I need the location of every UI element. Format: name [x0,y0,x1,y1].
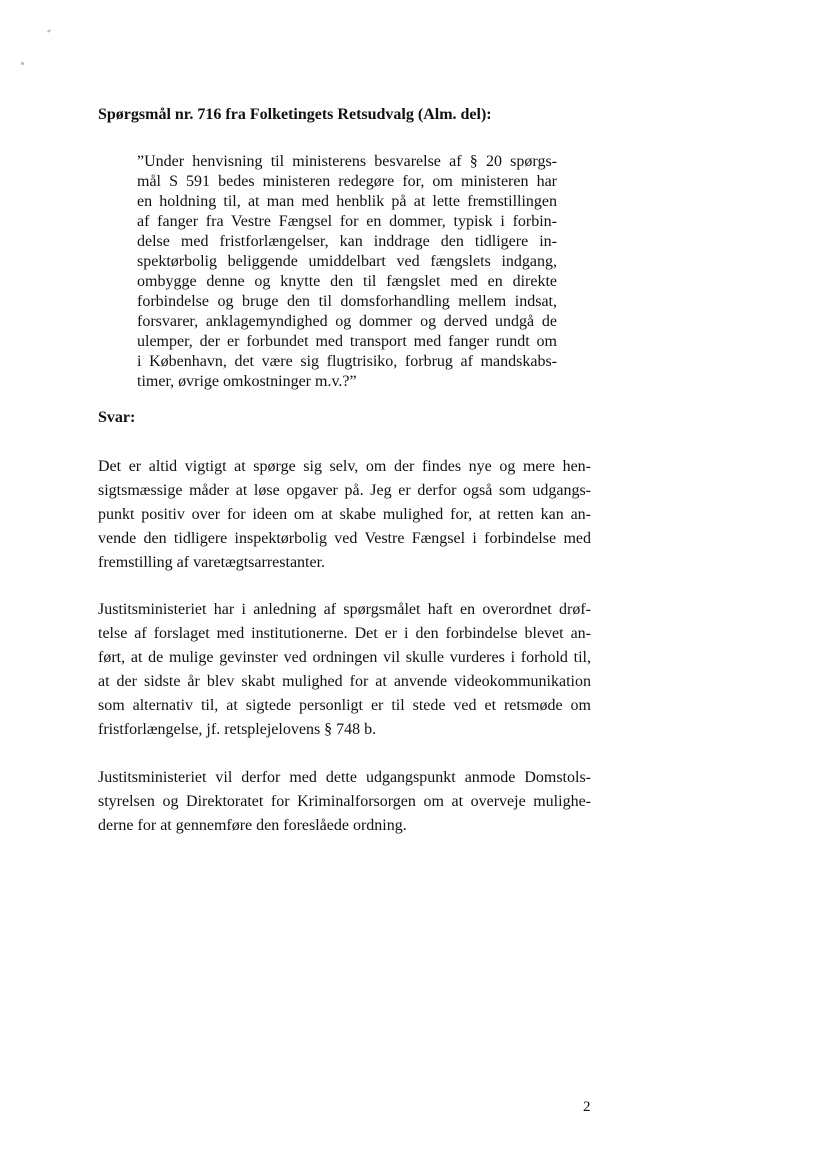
paragraph-line: fristforlængelse, jf. retsplejelovens § 748 b. [98,721,377,738]
question-line: ulemper, der er forbundet med transport med fanger rundt om [137,333,557,350]
answer-paragraph [98,766,591,838]
paragraph-line: Justitsministeriet har i anledning af spørgsmålet haft en overordnet drøf- [98,601,591,618]
paragraph-line: vende den tidligere inspektørbolig ved Vestre Fængsel i forbindelse med [98,530,591,547]
question-heading: Spørgsmål nr. 716 fra Folketingets Retsudvalg (Alm. del): [98,106,492,123]
paragraph-line: Justitsministeriet vil derfor med dette udgangspunkt anmode Domstols- [98,769,591,786]
question-line: ”Under henvisning til ministerens besvarelse af § 20 spørgs- [137,153,557,170]
paragraph-line: fremstilling af varetægtsarrestanter. [98,554,326,571]
question-line: forsvarer, anklagemyndighed og dommer og derved undgå de [137,313,557,330]
answer-paragraph [98,598,591,742]
paragraph-line: som alternativ til, at sigtede personligt er til stede ved et retsmøde om [98,697,591,714]
scan-speck [21,62,24,65]
question-line: forbindelse og bruge den til domsforhandling mellem indsat, [137,293,557,310]
paragraph-line: sigtsmæssige måder at løse opgaver på. Jeg er derfor også som udgangs- [98,482,591,499]
question-line: mål S 591 bedes ministeren redegøre for, om ministeren har [137,173,557,190]
question-quote [137,152,557,392]
scan-speck [47,29,51,33]
question-line: delse med fristforlængelser, kan inddrage den tidligere in- [137,233,557,250]
answer-heading: Svar: [98,409,136,426]
paragraph-line: at der sidste år blev skabt mulighed for at anvende videokommunikation [98,673,591,690]
paragraph-line: punkt positiv over for ideen om at skabe mulighed for, at retten kan an- [98,506,591,523]
page-number: 2 [583,1099,591,1115]
paragraph-line: ført, at de mulige gevinster ved ordningen vil skulle vurderes i forhold til, [98,649,591,666]
answer-paragraph [98,455,591,575]
question-line: i København, det være sig flugtrisiko, forbrug af mandskabs- [137,353,557,370]
question-line: spektørbolig beliggende umiddelbart ved fængslets indgang, [137,253,557,270]
question-line: af fanger fra Vestre Fængsel for en dommer, typisk i forbin- [137,213,557,230]
question-line: ombygge denne og knytte den til fængslet med en direkte [137,273,557,290]
question-line: en holdning til, at man med henblik på at lette fremstillingen [137,193,557,210]
paragraph-line: telse af forslaget med institutionerne. Det er i den forbindelse blevet an- [98,625,591,642]
question-line: timer, øvrige omkostninger m.v.?” [137,373,357,390]
paragraph-line: styrelsen og Direktoratet for Kriminalforsorgen om at overveje mulighe- [98,793,591,810]
paragraph-line: derne for at gennemføre den foreslåede ordning. [98,817,407,834]
paragraph-line: Det er altid vigtigt at spørge sig selv, om der findes nye og mere hen- [98,458,591,475]
